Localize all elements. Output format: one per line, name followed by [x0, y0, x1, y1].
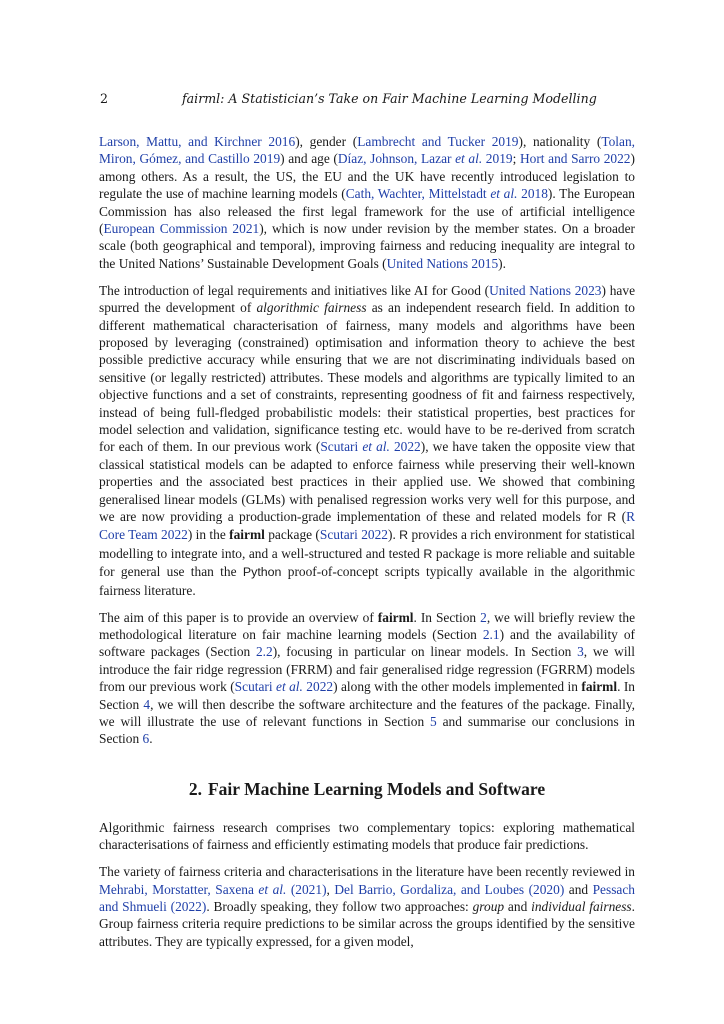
section-ref-link[interactable]: 2	[480, 609, 487, 625]
section-ref-link[interactable]: 2.2	[255, 644, 273, 660]
citation-link[interactable]: Hort and Sarro 2022	[519, 151, 631, 167]
citation-link[interactable]: Lambrecht and Tucker 2019	[357, 134, 519, 149]
citation-link[interactable]: Del Barrio, Gordaliza, and Loubes (2020)	[334, 881, 565, 897]
paragraph-1: Larson, Mattu, and Kirchner 2016), gender (Lambrecht and Tucker 2019), nationality (Tolan, Miron, Gómez, and Castillo 2019) and age (Díaz, Johnson, Lazar et al. 2019; Hort and Sarro 2022) among others. As a result, the US, the EU and the UK have recently introduced legislation to regulate the use of machine learning models (Cath, Wachter, Mittelstadt et al. 2018). The European Commission has also released the first legal framework for the use of artificial intelligence (European Commission 2021), which is now under revision by the member states. On a broader scale (both geographical and temporal), improving fairness and reducing inequality are integral to the United Nations’ Sustainable Development Goals (United Nations 2015).	[99, 134, 635, 271]
package-name: fairml	[229, 527, 265, 543]
paragraph-2: The introduction of legal requirements and initiatives like AI for Good (United Nations 2023) have spurred the development of algorithmic fairness as an independent research field. In addition to different mathematical characterisation of fairness, many models and algorithms have been proposed by leveraging (constrained) optimisation and information theory to achieve the best possible predictive accuracy while ensuring that we are not discriminating individuals based on sensitive (or legally restricted) attributes. These models and algorithms are typically limited to an objective functions and a set of constraints, representing goodness of fit and fairness respectively, instead of being full-fledged probabilistic models: their statistical properties, best practices for model selection and validation, significance testing etc. would have to be re-derived from scratch for each of them. In our previous work (Scutari et al. 2022), we have taken the opposite view that classical statistical models can be adapted to enforce fairness while preserving their well-known properties and the associated best practices in their applied use. We showed that combining generalised linear models (GLMs) with penalised regression works very well for this purpose, and we are now providing a production-grade implementation of these and related models for R (R Core Team 2022) in the fairml package (Scutari 2022). R provides a rich environment for statistical modelling to integrate into, and a well-structured and tested R package is more reliable and suitable for general use than the Python proof-of-concept scripts typically available in the algorithmic fairness literature.	[99, 282, 636, 598]
citation-link[interactable]: Larson, Mattu, and Kirchner 2016	[99, 134, 296, 149]
section-ref-link[interactable]: 2.1	[482, 626, 500, 642]
r-language: R	[607, 510, 617, 525]
citation-link[interactable]: Scutari et al. 2022	[234, 679, 334, 695]
section-ref-link[interactable]: 3	[577, 644, 584, 660]
paragraph-5: The variety of fairness criteria and characterisations in the literature have been recently reviewed in Mehrabi, Morstatter, Saxena et al. (2021), Del Barrio, Gordaliza, and Loubes (2020) and Pessach and Shmueli (2022). Broadly speaking, they follow two approaches: group and individual fairness. Group fairness criteria require predictions to be similar across the groups identified by the sensitive attributes. They are typically expressed, for a given model,	[99, 864, 636, 949]
section-number: 2.	[188, 778, 202, 799]
citation-link[interactable]: Díaz, Johnson, Lazar et al. 2019	[337, 151, 513, 167]
running-title: fairml: A Statistician’s Take on Fair Machine Learning Modelling	[182, 91, 597, 106]
emphasis: individual fairness	[531, 898, 632, 914]
citation-link[interactable]: Cath, Wachter, Mittelstadt et al. 2018	[345, 186, 548, 202]
section-title: Fair Machine Learning Models and Software	[207, 778, 546, 799]
citation-link[interactable]: Mehrabi, Morstatter, Saxena et al. (2021)	[99, 881, 327, 897]
page-number: 2	[100, 91, 109, 106]
citation-link[interactable]: United Nations 2023	[489, 282, 602, 298]
package-name: fairml	[581, 679, 618, 695]
paragraph-3: The aim of this paper is to provide an overview of fairml. In Section 2, we will briefly review the methodological literature on fair machine learning models (Section 2.1) and the availability of software packages (Section 2.2), focusing in particular on linear models. In Section 3, we will introduce the fair ridge regression (FRRM) and fair generalised ridge regression (FGRRM) models from our previous work (Scutari et al. 2022) along with the other models implemented in fairml. In Section 4, we will then describe the software architecture and the features of the package. Finally, we will illustrate the use of relevant functions in Section 5 and summarise our conclusions in Section 6.	[99, 609, 636, 747]
python-language: Python	[242, 565, 282, 580]
section-ref-link[interactable]: 5	[430, 714, 437, 729]
citation-link[interactable]: Pessach and Shmueli (2022)	[99, 881, 635, 914]
citation-link[interactable]: Tolan, Miron, Gómez, and Castillo 2019	[99, 134, 635, 167]
citation-link[interactable]: United Nations 2015	[386, 255, 499, 271]
section-ref-link[interactable]: 6	[142, 731, 150, 747]
emphasis: group	[472, 898, 505, 914]
body-text	[99, 133, 635, 960]
r-language: R	[423, 546, 433, 561]
citation-link[interactable]: R Core Team 2022	[99, 509, 635, 543]
package-name: fairml	[377, 609, 414, 625]
section-ref-link[interactable]: 4	[143, 696, 151, 712]
emphasis: algorithmic fairness	[256, 300, 367, 316]
paragraph-4: Algorithmic fairness research comprises two complementary topics: exploring mathematical characterisations of fairness and efficiently estimating models that produce fair predictions.	[99, 819, 635, 853]
citation-link[interactable]: Scutari et al. 2022	[320, 439, 421, 455]
citation-link[interactable]: Scutari 2022	[319, 527, 388, 543]
r-language: R	[399, 528, 409, 543]
citation-link[interactable]: European Commission 2021	[103, 221, 260, 237]
section-heading	[99, 778, 635, 800]
